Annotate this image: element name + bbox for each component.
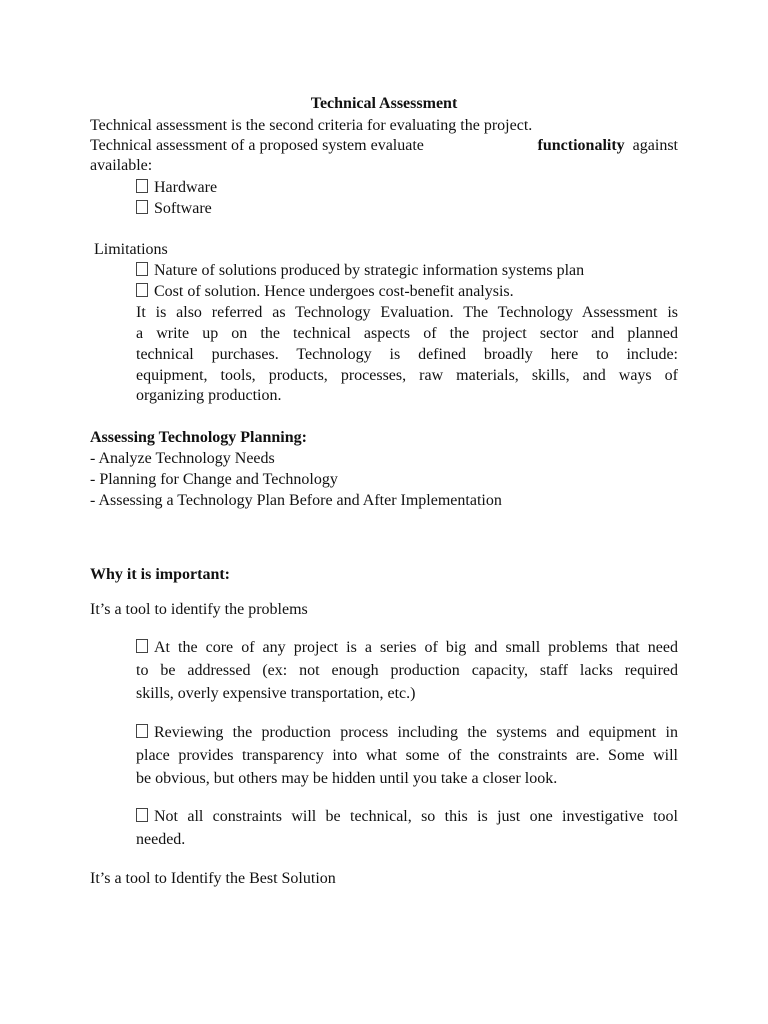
planning-heading: Assessing Technology Planning: [90, 429, 307, 446]
bullet-3-line-2: needed. [136, 831, 186, 848]
intro-line-2-end: against [632, 137, 678, 154]
bullet-box-icon [136, 200, 148, 214]
para-line-2: a write up on the technical aspects of the project sector and planned [136, 325, 678, 342]
planning-item: - Assessing a Technology Plan Before and After Implementation [90, 492, 502, 509]
tool-line-2: It’s a tool to Identify the Best Solution [90, 870, 336, 887]
para-line-3: technical purchases. Technology is defined broadly here to include: [136, 346, 678, 363]
intro-line-3: available: [90, 157, 153, 174]
limitation-item-2: Cost of solution. Hence undergoes cost-benefit analysis. [136, 282, 514, 302]
list-item-software: Software [136, 199, 212, 219]
why-heading: Why it is important: [90, 566, 230, 583]
bullet-1-line-3: skills, overly expensive transportation, etc.) [136, 685, 416, 702]
bullet-1-line-1: At the core of any project is a series of big and small problems that need [136, 638, 678, 658]
tool-line-1: It’s a tool to identify the problems [90, 601, 308, 618]
bullet-3-line-1: Not all constraints will be technical, so this is just one investigative tool [136, 807, 678, 827]
planning-item: - Analyze Technology Needs [90, 450, 275, 467]
intro-bold-word: functionality [537, 137, 625, 154]
bullet-box-icon [136, 283, 148, 297]
bullet-box-icon [136, 724, 148, 738]
bullet-2-line-2: place provides transparency into what some of the constraints are. Some will [136, 747, 678, 764]
para-line-5: organizing production. [136, 387, 282, 404]
limitations-heading: Limitations [94, 241, 168, 258]
intro-line-1: Technical assessment is the second criteria for evaluating the project. [90, 117, 533, 134]
list-item-hardware: Hardware [136, 178, 217, 198]
bullet-2-line-1: Reviewing the production process including the systems and equipment in [136, 723, 678, 743]
bullet-box-icon [136, 262, 148, 276]
bullet-box-icon [136, 639, 148, 653]
bullet-1-line-2: to be addressed (ex: not enough production capacity, staff lacks required [136, 662, 678, 679]
intro-line-2 [90, 136, 678, 156]
bullet-box-icon [136, 808, 148, 822]
planning-item: - Planning for Change and Technology [90, 471, 338, 488]
para-line-1: It is also referred as Technology Evaluation. The Technology Assessment is [136, 304, 678, 321]
bullet-2-line-3: be obvious, but others may be hidden until you take a closer look. [136, 770, 558, 787]
bullet-box-icon [136, 179, 148, 193]
para-line-4: equipment, tools, products, processes, raw materials, skills, and ways of [136, 367, 678, 384]
page-title: Technical Assessment [310, 95, 458, 112]
intro-line-2-start: Technical assessment of a proposed system evaluate [90, 137, 424, 154]
limitation-item-1: Nature of solutions produced by strategic information systems plan [136, 261, 584, 281]
